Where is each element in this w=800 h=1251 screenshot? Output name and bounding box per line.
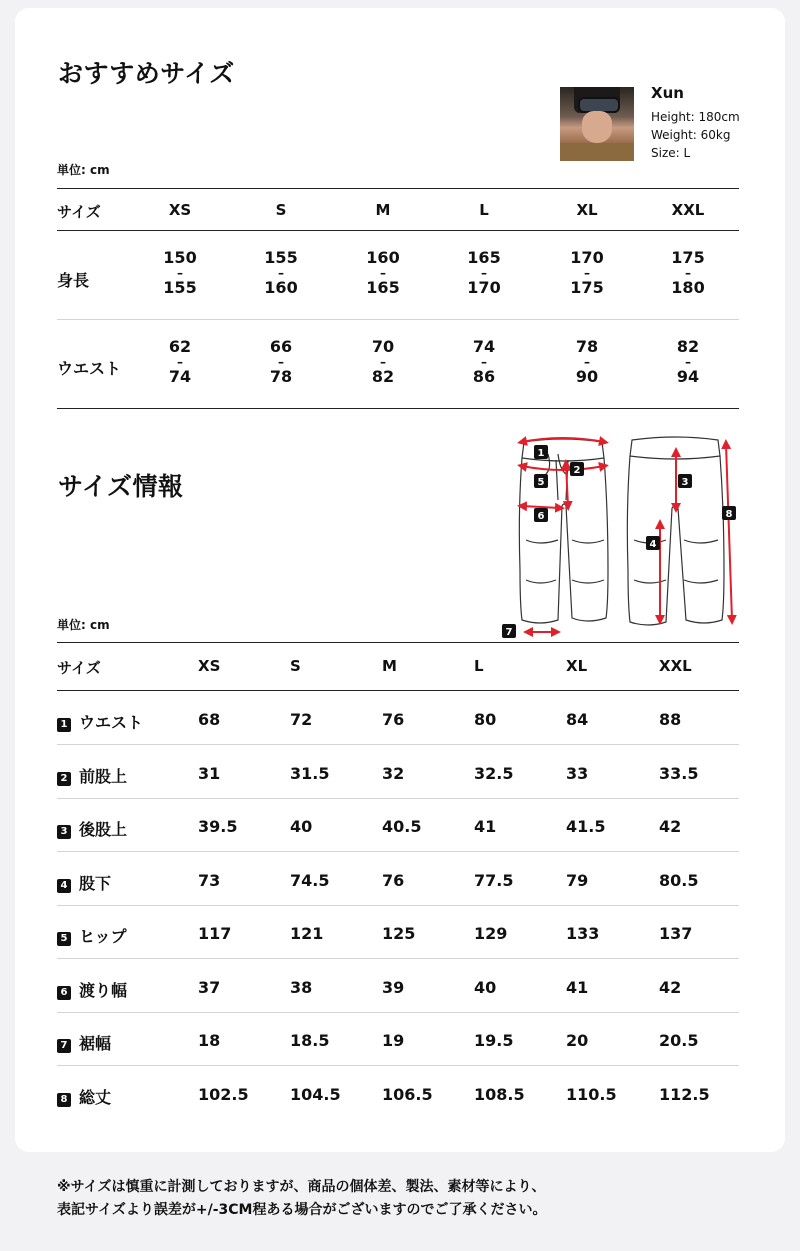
table-rule — [57, 958, 739, 959]
table-cell: 74 – 86 — [472, 337, 496, 386]
number-badge: 6 — [57, 986, 71, 1000]
table-cell: 121 — [290, 924, 324, 943]
table-cell: 38 — [290, 977, 313, 997]
table-cell: 129 — [474, 924, 508, 943]
row-label — [57, 871, 111, 894]
table-cell: 41 — [566, 977, 589, 997]
row-label-text: 股下 — [79, 873, 112, 893]
table-cell: 80.5 — [659, 870, 699, 890]
table-cell: 76 — [382, 870, 405, 890]
model-weight: Weight: 60kg — [651, 128, 731, 142]
table-cell: 18.5 — [290, 1031, 330, 1050]
table-cell: 31 — [198, 763, 221, 783]
svg-text:1: 1 — [537, 448, 545, 459]
table-rule — [57, 230, 739, 231]
table-cell: 32.5 — [474, 763, 514, 783]
table-cell: 41.5 — [566, 817, 606, 836]
number-badge: 4 — [57, 879, 71, 893]
header-xs: XS — [168, 201, 192, 219]
table-cell: 110.5 — [566, 1084, 617, 1104]
table-cell: 125 — [382, 924, 416, 943]
row-label-text: 総丈 — [79, 1087, 112, 1107]
number-badge: 8 — [57, 1093, 71, 1107]
table-cell: 18 — [198, 1031, 221, 1050]
badge-6 — [534, 508, 548, 522]
badge-2 — [570, 462, 584, 476]
table-cell: 76 — [382, 710, 405, 729]
header-s: S — [290, 657, 301, 675]
table-cell: 66 – 78 — [269, 337, 293, 386]
svg-text:7: 7 — [505, 627, 513, 638]
sizeinfo-title: サイズ情報 — [58, 472, 184, 501]
badge-4 — [646, 536, 660, 550]
model-photo — [560, 87, 634, 161]
table-cell: 137 — [659, 924, 693, 943]
row-label — [57, 1031, 111, 1054]
row-label — [57, 817, 127, 840]
svg-text:6: 6 — [537, 511, 545, 522]
badge-3 — [678, 474, 692, 488]
number-badge: 7 — [57, 1039, 71, 1053]
table-cell: 82 – 94 — [676, 337, 700, 386]
header-xl: XL — [566, 657, 588, 675]
header-l: L — [479, 201, 489, 219]
table-cell: 77.5 — [474, 870, 514, 890]
row-label — [57, 710, 143, 733]
table-cell: 150 – 155 — [163, 248, 197, 297]
number-badge: 3 — [57, 825, 71, 839]
badge-7 — [502, 624, 516, 638]
table-cell: 33 — [566, 763, 589, 783]
row-label-text: 後股上 — [79, 820, 128, 839]
table-rule — [57, 188, 739, 189]
header-m: M — [375, 201, 391, 219]
table-cell: 70 – 82 — [371, 337, 395, 386]
table-cell: 175 – 180 — [671, 248, 705, 297]
table-cell: 160 – 165 — [366, 248, 400, 297]
table-cell: 62 – 74 — [168, 337, 192, 386]
svg-text:2: 2 — [573, 465, 581, 476]
row-label — [57, 1085, 111, 1108]
note-line-2: 表記サイズより誤差が+/-3CM程ある場合がございますのでご了承ください。 — [57, 1202, 547, 1218]
model-name: Xun — [651, 84, 684, 102]
header-s: S — [275, 201, 287, 219]
table-cell: 39.5 — [198, 817, 238, 836]
table-cell: 165 – 170 — [467, 248, 501, 297]
table-cell: 31.5 — [290, 763, 330, 783]
table-rule — [57, 690, 739, 691]
sizeinfo-unit: 単位: cm — [57, 618, 110, 632]
table-cell: 80 — [474, 710, 497, 729]
svg-text:5: 5 — [537, 477, 545, 488]
number-badge: 2 — [57, 772, 71, 786]
table-cell: 42 — [659, 977, 682, 997]
table-cell: 19 — [382, 1031, 405, 1050]
pants-measurement-diagram — [500, 430, 745, 642]
table-cell: 155 – 160 — [264, 248, 298, 297]
model-size: Size: L — [651, 146, 691, 160]
header-size: サイズ — [57, 203, 101, 221]
table-cell: 72 — [290, 710, 313, 729]
table-cell: 74.5 — [290, 870, 330, 890]
table-cell: 88 — [659, 710, 682, 729]
table-cell: 84 — [566, 710, 589, 729]
row-label-height: 身長 — [57, 271, 90, 290]
table-cell: 20.5 — [659, 1031, 699, 1050]
table-cell: 104.5 — [290, 1084, 341, 1104]
table-cell: 20 — [566, 1031, 589, 1050]
row-label-text: ウエスト — [79, 713, 144, 732]
table-cell: 42 — [659, 817, 682, 836]
badge-1 — [534, 445, 548, 459]
row-label-waist: ウエスト — [57, 359, 122, 378]
model-height: Height: 180cm — [651, 110, 740, 124]
header-size: サイズ — [57, 659, 101, 677]
table-cell: 39 — [382, 977, 405, 997]
header-xxl: XXL — [671, 201, 705, 219]
table-rule — [57, 1012, 739, 1013]
table-cell: 78 – 90 — [575, 337, 599, 386]
svg-text:8: 8 — [725, 509, 733, 520]
row-label — [57, 764, 127, 787]
table-rule — [57, 319, 739, 320]
table-rule — [57, 744, 739, 745]
table-cell: 37 — [198, 977, 221, 997]
table-cell: 40 — [290, 817, 313, 836]
table-cell: 106.5 — [382, 1084, 433, 1104]
table-rule — [57, 642, 739, 643]
table-cell: 79 — [566, 870, 589, 890]
table-cell: 19.5 — [474, 1031, 514, 1050]
table-rule — [57, 905, 739, 906]
header-l: L — [474, 657, 484, 675]
row-label-text: 渡り幅 — [79, 980, 128, 1000]
note-line-1: ※サイズは慎重に計測しておりますが、商品の個体差、製法、素材等により、 — [57, 1179, 546, 1195]
table-cell: 170 – 175 — [570, 248, 604, 297]
header-xl: XL — [576, 201, 598, 219]
recommend-title: おすすめサイズ — [58, 59, 235, 88]
row-label — [57, 924, 127, 947]
diagram-badges — [502, 445, 736, 638]
row-label-text: 裾幅 — [79, 1034, 112, 1053]
table-cell: 32 — [382, 763, 405, 783]
table-cell: 108.5 — [474, 1084, 525, 1104]
table-rule — [57, 408, 739, 409]
number-badge: 5 — [57, 932, 71, 946]
table-cell: 68 — [198, 710, 221, 729]
table-cell: 112.5 — [659, 1084, 710, 1104]
row-label-text: 前股上 — [79, 766, 128, 786]
badge-8 — [722, 506, 736, 520]
number-badge: 1 — [57, 718, 71, 732]
table-rule — [57, 1065, 739, 1066]
table-cell: 40 — [474, 977, 497, 997]
table-cell: 73 — [198, 870, 221, 890]
table-cell: 41 — [474, 817, 497, 836]
table-cell: 133 — [566, 924, 600, 943]
badge-5 — [534, 474, 548, 488]
table-cell: 117 — [198, 924, 232, 943]
svg-text:3: 3 — [681, 477, 689, 488]
header-xs: XS — [198, 657, 221, 675]
row-label-text: ヒップ — [79, 927, 127, 946]
header-m: M — [382, 657, 397, 675]
table-rule — [57, 851, 739, 852]
recommend-unit: 単位: cm — [57, 163, 110, 177]
table-cell: 33.5 — [659, 763, 699, 783]
svg-text:4: 4 — [649, 539, 657, 550]
table-cell: 102.5 — [198, 1084, 249, 1104]
table-cell: 40.5 — [382, 817, 422, 836]
header-xxl: XXL — [659, 657, 692, 675]
table-rule — [57, 798, 739, 799]
row-label — [57, 978, 127, 1001]
